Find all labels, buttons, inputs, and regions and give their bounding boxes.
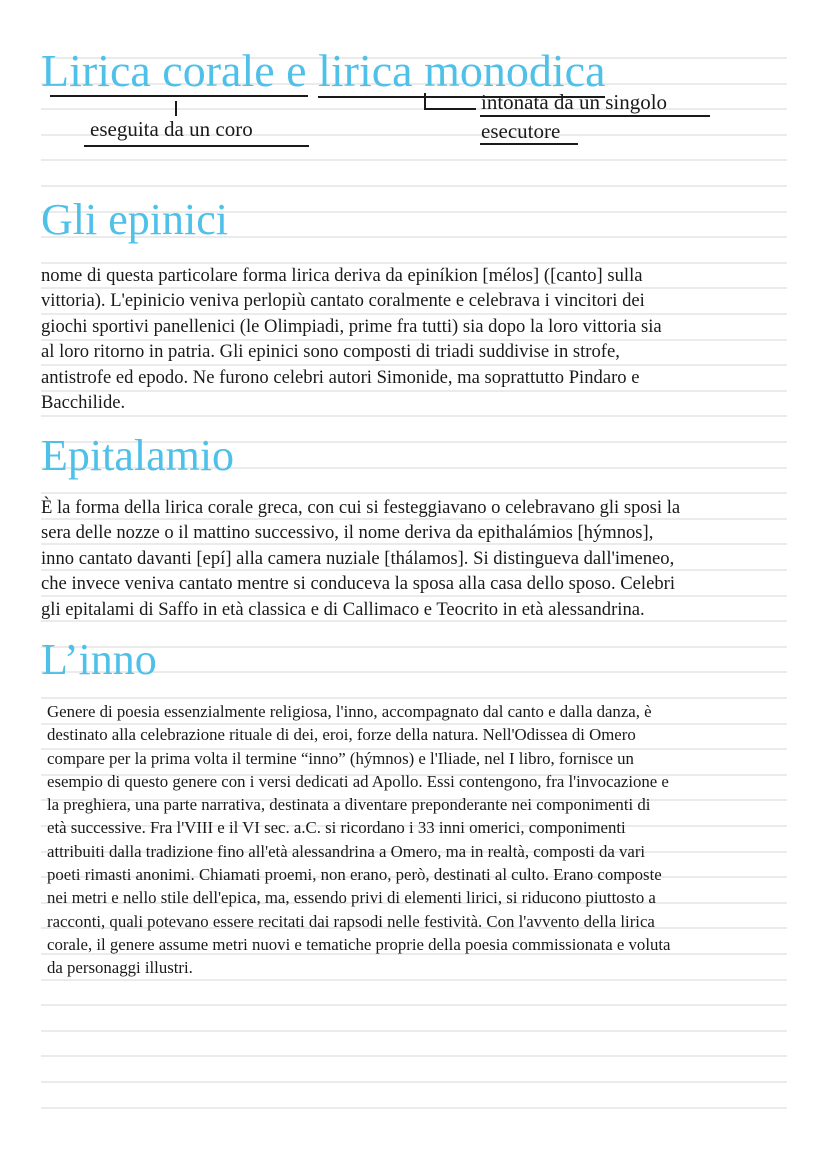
note-monodica-line2: esecutore	[481, 119, 561, 143]
heading-inno: L’inno	[41, 635, 157, 684]
paragraph-epitalamio: È la forma della lirica corale greca, con cui si festeggiavano o celebravano gli sposi la sera delle nozze o il mattino successivo, il nome deriva da epithalámios [hýmnos], inno cantato davanti [epí] alla camera nuziale [thálamos]. Si distingueva dall'imeneo, che invece veniva cantato mentre si conduceva la sposa alla casa dello sposo. Celebri gli epitalami di Saffo in età classica e di Callimaco e Teocrito in età alessandrina.	[41, 497, 681, 620]
note-monodica-line1: intonata da un singolo	[481, 90, 668, 114]
note-corale: eseguita da un coro	[90, 117, 253, 141]
underline-note-monodica-line2	[480, 143, 578, 145]
connector-corale	[175, 101, 177, 116]
underline-note-corale	[84, 145, 309, 147]
underline-note-monodica-line1	[480, 115, 710, 117]
connector-monodica-horizontal	[424, 108, 476, 110]
title-lirica-monodica: lirica monodica	[318, 45, 606, 96]
heading-epinici: Gli epinici	[41, 195, 228, 244]
underline-lirica-corale	[50, 95, 308, 97]
heading-epitalamio: Epitalamio	[41, 431, 235, 480]
paragraph-inno: Genere di poesia essenzialmente religiosa, l'inno, accompagnato dal canto e dalla danza, è destinato alla celebrazione rituale di dei, eroi, forze della natura. Nell'Odissea di Omero compare per la prima volta il termine “inno” (hýmnos) e l'Iliade, nel I libro, fornisce un esempio di questo genere con i versi dedicati ad Apollo. Essi contengono, fra l'invocazione e la preghiera, una parte narrativa, destinata a diventare preponderante nei componimenti di età successive. Fra l'VIII e il VI sec. a.C. si ricordano i 33 inni omerici, componimenti attribuiti dalla tradizione fino all'età alessandrina a Omero, ma in realtà, composti da vari poeti rimasti anonimi. Chiamati proemi, non erano, però, destinati al culto. Erano composte nei metri e nello stile dell'epica, ma, essendo privi di elementi lirici, si riducono piuttosto a racconti, quali potevano essere recitati dai rapsodi nelle festività. Con l'avvento della lirica corale, il genere assume metri nuovi e tematiche proprie della poesia commissionata e voluta da personaggi illustri.	[47, 702, 671, 978]
page-title	[41, 45, 606, 96]
connector-monodica-vertical	[424, 93, 426, 109]
title-lirica-corale: Lirica corale	[41, 45, 275, 96]
title-connector: e	[274, 45, 319, 96]
paragraph-epinici: nome di questa particolare forma lirica deriva da epiníkion [mélos] ([canto] sulla vittoria). L'epinicio veniva perlopiù cantato coralmente e celebrava i vincitori dei giochi sportivi panellenici (le Olimpiadi, prime fra tutti) sia dopo la loro vittoria sia al loro ritorno in patria. Gli epinici sono composti di triadi suddivise in strofe, antistrofe ed epodo. Ne furono celebri autori Simonide, ma soprattutto Pindaro e Bacchilide.	[41, 265, 662, 414]
